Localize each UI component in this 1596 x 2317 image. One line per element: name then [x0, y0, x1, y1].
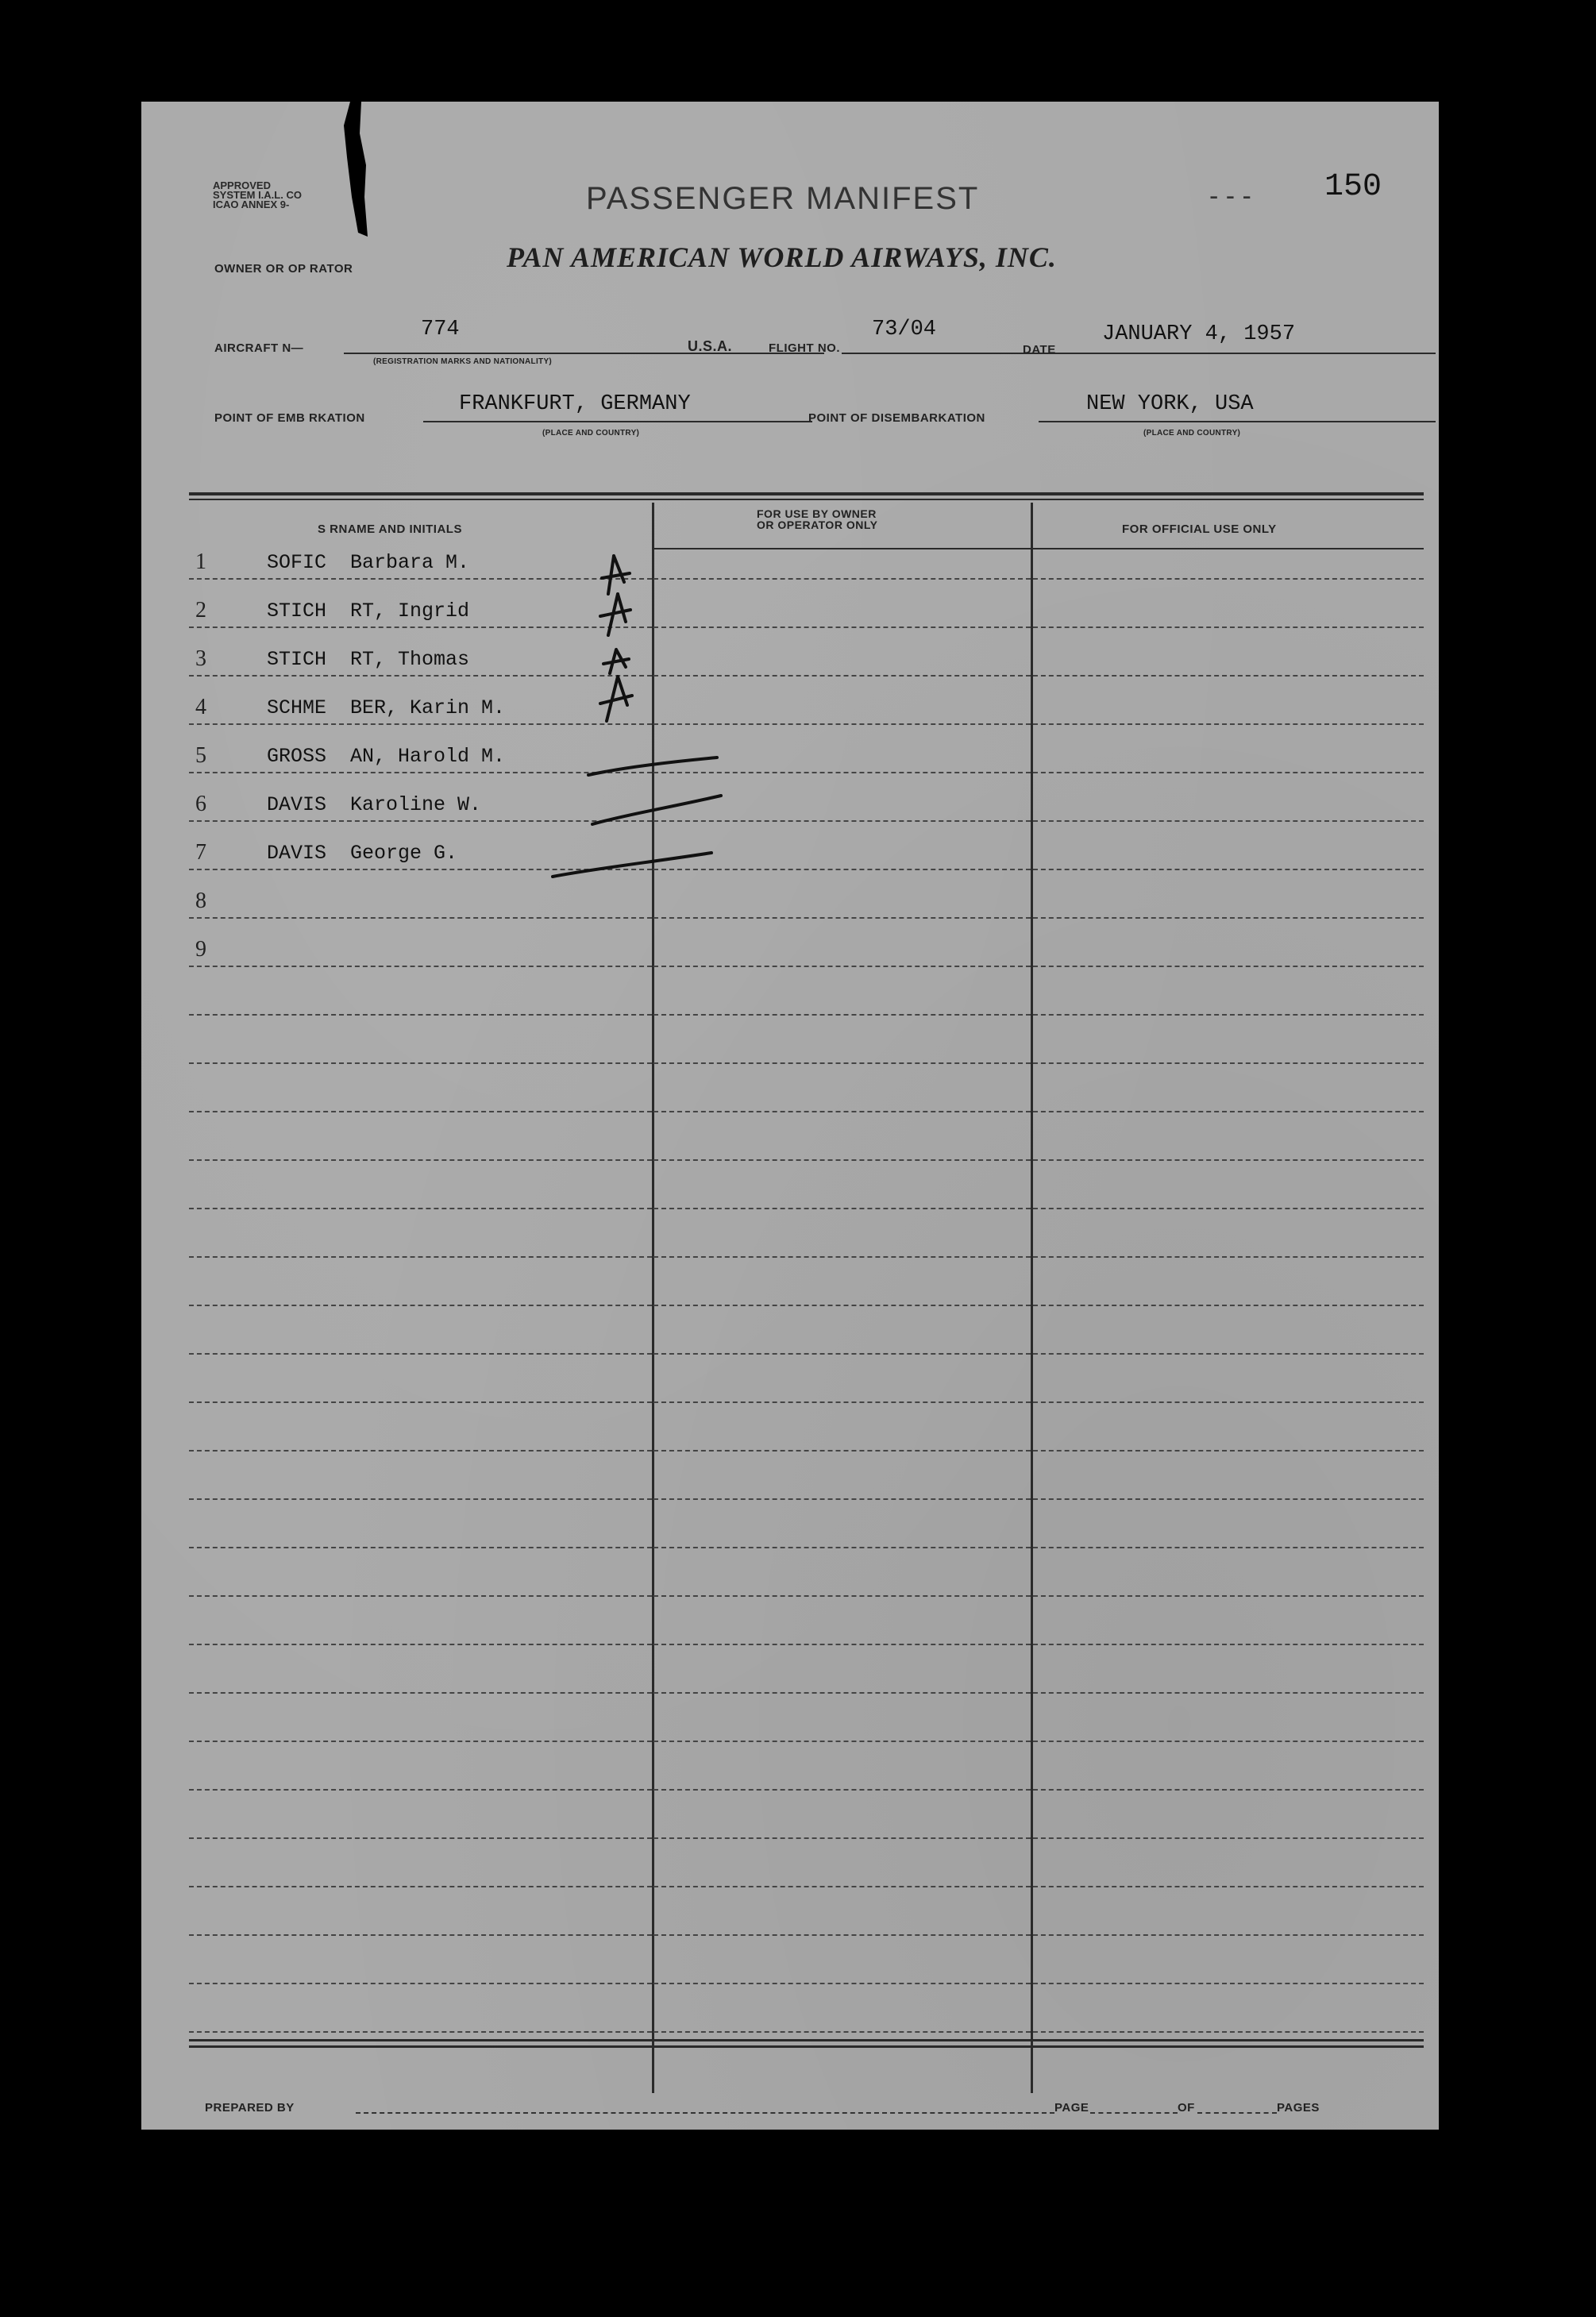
passenger-name: GROSS AN, Harold M. — [267, 745, 506, 768]
check-mark-1 — [602, 556, 630, 594]
disembark-value: NEW YORK, USA — [1086, 392, 1254, 416]
flight-value: 73/04 — [872, 318, 937, 341]
passenger-name: STICH RT, Thomas — [267, 648, 470, 671]
passenger-name: SOFIC Barbara M. — [267, 551, 470, 574]
row-number: 2 — [195, 598, 206, 623]
dash-mark-7 — [553, 853, 711, 877]
handwritten-marks — [141, 102, 1439, 2130]
prepared-by-label: PREPARED BY — [205, 2101, 295, 2115]
embark-value: FRANKFURT, GERMANY — [459, 392, 691, 416]
row-number: 6 — [195, 792, 206, 816]
dash-mark-5 — [588, 758, 717, 775]
column-official-use: FOR OFFICIAL USE ONLY — [1122, 522, 1277, 536]
check-mark-4 — [600, 677, 632, 721]
aircraft-sub: (REGISTRATION MARKS AND NATIONALITY) — [373, 357, 553, 366]
of-label: OF — [1178, 2101, 1195, 2115]
row-number: 5 — [195, 743, 206, 768]
passenger-name: DAVIS Karoline W. — [267, 793, 482, 816]
column-surname: S RNAME AND INITIALS — [318, 522, 462, 536]
form-title: PASSENGER MANIFEST — [586, 181, 980, 216]
pages-label: PAGES — [1277, 2101, 1320, 2115]
passenger-name: SCHME BER, Karin M. — [267, 696, 506, 719]
approval-stamp: APPROVED SYSTEM I.A.L. CO ICAO ANNEX 9- — [213, 179, 302, 210]
check-mark-2 — [600, 594, 630, 635]
title-dashes: - - - — [1209, 181, 1251, 211]
date-label: DATE — [1023, 343, 1056, 357]
aircraft-label: AIRCRAFT N— — [214, 341, 304, 355]
company-name: PAN AMERICAN WORLD AIRWAYS, INC. — [507, 241, 1057, 273]
check-mark-3 — [603, 650, 629, 673]
passenger-name: DAVIS George G. — [267, 842, 458, 865]
date-value: JANUARY 4, 1957 — [1102, 322, 1296, 346]
disembark-label: POINT OF DISEMBARKATION — [808, 411, 985, 425]
passenger-name: STICH RT, Ingrid — [267, 599, 470, 623]
row-number: 8 — [195, 889, 206, 913]
column-owner-use: FOR USE BY OWNER OR OPERATOR ONLY — [757, 507, 878, 531]
row-number: 7 — [195, 840, 206, 865]
country-label: U.S.A. — [688, 338, 733, 354]
page-label: PAGE — [1054, 2101, 1089, 2115]
disembark-sub: (PLACE AND COUNTRY) — [1143, 429, 1241, 438]
embark-sub: (PLACE AND COUNTRY) — [542, 429, 640, 438]
flight-label: FLIGHT NO. — [769, 341, 840, 355]
aircraft-value: 774 — [421, 318, 460, 341]
embark-label: POINT OF EMB RKATION — [214, 411, 365, 425]
row-number: 4 — [195, 695, 206, 719]
manifest-page — [141, 102, 1439, 2130]
page-number: 150 — [1324, 169, 1382, 205]
row-number: 3 — [195, 646, 206, 671]
dash-mark-6 — [592, 796, 721, 824]
row-number: 1 — [195, 549, 206, 574]
row-number: 9 — [195, 937, 206, 962]
owner-operator-label: OWNER OR OP RATOR — [214, 262, 353, 276]
